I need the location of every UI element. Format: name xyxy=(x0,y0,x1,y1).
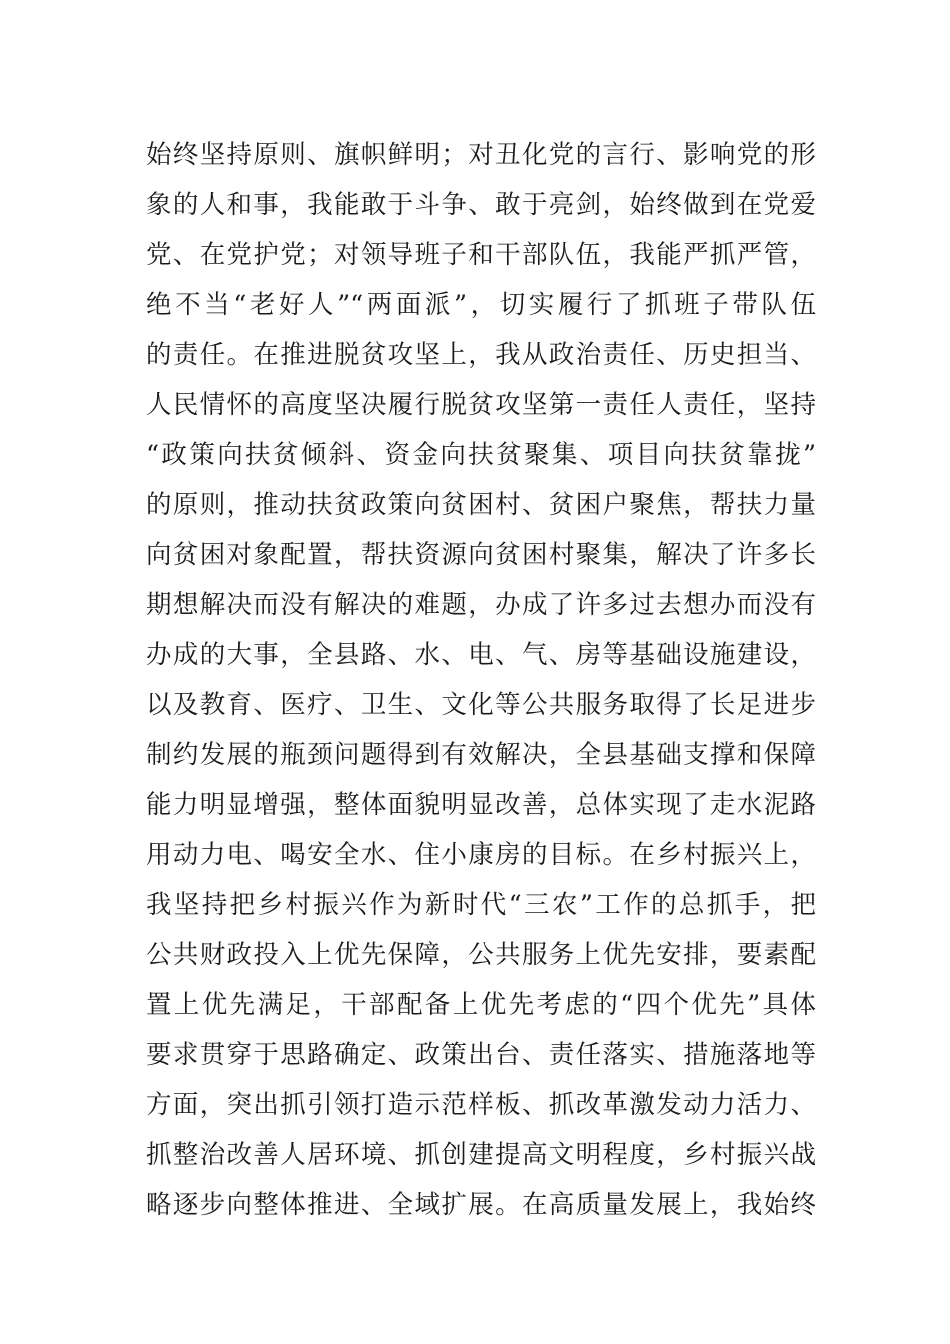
text-line: 公共财政投入上优先保障，公共服务上优先安排，要素配 xyxy=(146,940,816,970)
text-line: 始终坚持原则、旗帜鲜明；对丑化党的言行、影响党的形 xyxy=(146,140,816,170)
text-line: 制约发展的瓶颈问题得到有效解决，全县基础支撑和保障 xyxy=(146,740,816,770)
text-line: 的原则，推动扶贫政策向贫困村、贫困户聚焦，帮扶力量 xyxy=(146,490,816,520)
text-line: 的责任。在推进脱贫攻坚上，我从政治责任、历史担当、 xyxy=(146,340,816,370)
text-line: “政策向扶贫倾斜、资金向扶贫聚集、项目向扶贫靠拢” xyxy=(146,440,816,470)
text-line: 我坚持把乡村振兴作为新时代“三农”工作的总抓手，把 xyxy=(146,890,816,920)
text-line: 期想解决而没有解决的难题，办成了许多过去想办而没有 xyxy=(146,590,816,620)
text-line: 抓整治改善人居环境、抓创建提高文明程度，乡村振兴战 xyxy=(146,1140,816,1170)
text-line: 用动力电、喝安全水、住小康房的目标。在乡村振兴上， xyxy=(146,840,816,870)
text-line: 方面，突出抓引领打造示范样板、抓改革激发动力活力、 xyxy=(146,1090,816,1120)
text-line: 以及教育、医疗、卫生、文化等公共服务取得了长足进步 xyxy=(146,690,816,720)
body-paragraph xyxy=(146,130,816,1230)
text-line: 能力明显增强，整体面貌明显改善，总体实现了走水泥路 xyxy=(146,790,816,820)
text-line: 绝不当“老好人”“两面派”，切实履行了抓班子带队伍 xyxy=(146,290,816,320)
text-line: 人民情怀的高度坚决履行脱贫攻坚第一责任人责任，坚持 xyxy=(146,390,816,420)
text-line: 向贫困对象配置，帮扶资源向贫困村聚集，解决了许多长 xyxy=(146,540,816,570)
text-line: 象的人和事，我能敢于斗争、敢于亮剑，始终做到在党爱 xyxy=(146,190,816,220)
text-line: 党、在党护党；对领导班子和干部队伍，我能严抓严管， xyxy=(146,240,816,270)
text-line: 略逐步向整体推进、全域扩展。在高质量发展上，我始终 xyxy=(146,1190,816,1220)
text-line: 办成的大事，全县路、水、电、气、房等基础设施建设， xyxy=(146,640,816,670)
text-line: 置上优先满足，干部配备上优先考虑的“四个优先”具体 xyxy=(146,990,816,1020)
text-line: 要求贯穿于思路确定、政策出台、责任落实、措施落地等 xyxy=(146,1040,816,1070)
